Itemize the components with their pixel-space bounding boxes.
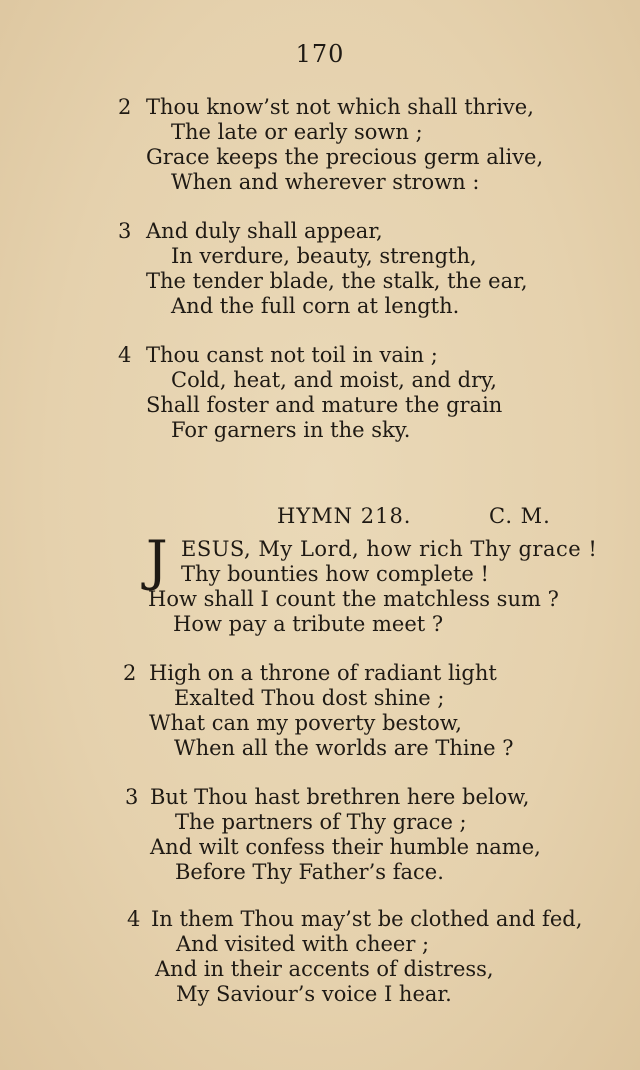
verse-line: When and wherever strown :: [171, 170, 480, 194]
stanza-number: 3: [125, 785, 139, 809]
verse-line: How shall I count the matchless sum ?: [148, 587, 559, 611]
drop-cap: J: [146, 529, 168, 592]
verse-line: The late or early sown ;: [171, 120, 423, 144]
verse-line: And the full corn at length.: [171, 294, 460, 318]
verse-line: ESUS, My Lord, how rich Thy grace !: [181, 537, 598, 561]
verse-line: Grace keeps the precious germ alive,: [146, 145, 544, 169]
verse-line: And wilt confess their humble name,: [150, 835, 541, 859]
verse-line: When all the worlds are Thine ?: [174, 736, 514, 760]
verse-line: The partners of Thy grace ;: [175, 810, 467, 834]
verse-line: And duly shall appear,: [146, 219, 383, 243]
verse-line: My Saviour’s voice I hear.: [176, 982, 452, 1006]
stanza-number: 2: [123, 661, 137, 685]
verse-line: But Thou hast brethren here below,: [150, 785, 530, 809]
verse-line: In them Thou may’st be clothed and fed,: [151, 907, 583, 931]
stanza-number: 4: [127, 907, 141, 931]
verse-line: How pay a tribute meet ?: [173, 612, 444, 636]
hymn-meter: C. M.: [489, 504, 551, 528]
stanza-number: 4: [118, 343, 132, 367]
hymn-title: HYMN 218.: [277, 504, 412, 528]
verse-line: For garners in the sky.: [171, 418, 411, 442]
verse-line: In verdure, beauty, strength,: [171, 244, 477, 268]
verse-line: Thou know’st not which shall thrive,: [146, 95, 534, 119]
verse-line: The tender blade, the stalk, the ear,: [146, 269, 528, 293]
page-number: 170: [295, 40, 345, 68]
verse-line: And visited with cheer ;: [176, 932, 430, 956]
verse-line: Before Thy Father’s face.: [175, 860, 444, 884]
verse-line: Thou canst not toil in vain ;: [146, 343, 438, 367]
verse-line: Shall foster and mature the grain: [146, 393, 503, 417]
verse-line: Thy bounties how complete !: [181, 562, 489, 586]
verse-line: Cold, heat, and moist, and dry,: [171, 368, 497, 392]
verse-line: High on a throne of radiant light: [149, 661, 497, 685]
stanza-number: 3: [118, 219, 132, 243]
verse-line: And in their accents of distress,: [155, 957, 494, 981]
stanza-number: 2: [118, 95, 132, 119]
verse-line: Exalted Thou dost shine ;: [174, 686, 445, 710]
verse-line: What can my poverty bestow,: [149, 711, 462, 735]
